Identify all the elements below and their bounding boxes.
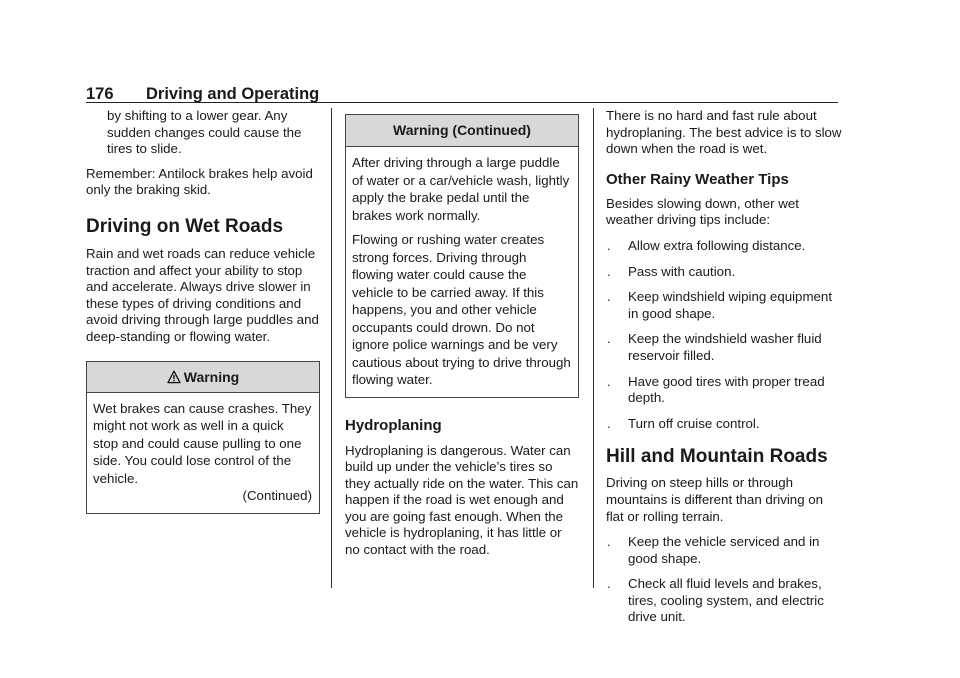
list-item: . Pass with caution. xyxy=(607,263,736,279)
warning-text: Wet brakes can cause crashes. They might not work as well in a quick stop and could cause pulling to one side. You could lose control of the vehicle. xyxy=(93,400,312,486)
warning-continued-box xyxy=(345,114,579,398)
column-divider-1 xyxy=(331,108,332,588)
list-item: . Keep the vehicle serviced and in good shape. xyxy=(607,534,820,566)
warning-body xyxy=(87,393,319,513)
wet-roads-body: Rain and wet roads can reduce vehicle traction and affect your ability to stop and accelerate. Always drive slower in these types of driving conditions and avoid driving through large puddles and deep-standing or flowing water. xyxy=(86,245,319,344)
rainy-tips-intro: Besides slowing down, other wet weather driving tips include: xyxy=(606,195,799,228)
list-item: . Keep windshield wiping equipment in good shape. xyxy=(607,289,833,321)
column-divider-2 xyxy=(593,108,594,588)
rainy-tips-list xyxy=(606,238,842,432)
column-2 xyxy=(345,114,579,559)
list-item: . Keep the windshield washer fluid reservoir filled. xyxy=(607,331,822,363)
warning-triangle-icon xyxy=(167,370,181,384)
warning-header xyxy=(87,362,319,393)
list-item: . Have good tires with proper tread depth. xyxy=(607,373,825,406)
rainy-tips-heading: Other Rainy Weather Tips xyxy=(606,170,789,188)
page-number: 176 xyxy=(86,85,114,103)
warning-continued-body xyxy=(346,147,578,397)
column-3 xyxy=(606,108,842,626)
list-item: . Turn off cruise control. xyxy=(607,415,760,431)
page-header xyxy=(86,84,838,104)
warning-box xyxy=(86,361,320,514)
continued-text: by shifting to a lower gear. Any sudden changes could cause the tires to slide. xyxy=(107,108,302,157)
warning-para-1: After driving through a large puddle of water or a car/vehicle wash, lightly apply the brake pedal until the brakes work normally. xyxy=(352,155,570,223)
hydroplaning-body: Hydroplaning is dangerous. Water can build up under the vehicle’s tires so they actually ride on the water. This can happen if the road is wet enough and you are going fast enough. When the vehicle is hydroplaning, it has little or no contact with the road. xyxy=(345,442,579,558)
list-item: . Allow extra following distance. xyxy=(607,237,806,253)
hydroplaning-advice: There is no hard and fast rule about hydroplaning. The best advice is to slow down when the road is wet. xyxy=(606,108,842,157)
hill-tips-list xyxy=(606,534,842,626)
hill-mountain-heading: Hill and Mountain Roads xyxy=(606,446,828,468)
warning-continued-header: Warning (Continued) xyxy=(346,115,578,147)
remember-text: Remember: Antilock brakes help avoid only the braking skid. xyxy=(86,165,313,198)
warning-para-2: Flowing or rushing water creates strong forces. Driving through flowing water could cause the vehicle to be carried away. If this happens, you and other vehicle occupants could drown. Do not ignore police warnings and be very cautious about trying to drive through flowing water. xyxy=(352,232,571,387)
hydroplaning-heading: Hydroplaning xyxy=(345,416,442,434)
wet-roads-heading: Driving on Wet Roads xyxy=(86,215,284,237)
hill-mountain-body: Driving on steep hills or through mountains is different than driving on flat or rolling terrain. xyxy=(606,475,824,524)
section-title: Driving and Operating xyxy=(146,85,320,103)
warning-title: Warning xyxy=(183,368,240,385)
column-1 xyxy=(86,108,320,514)
continued-label: (Continued) xyxy=(242,488,312,504)
header-rule xyxy=(86,102,838,103)
list-item: . Check all fluid levels and brakes, tires, cooling system, and electric drive unit. xyxy=(607,576,824,625)
